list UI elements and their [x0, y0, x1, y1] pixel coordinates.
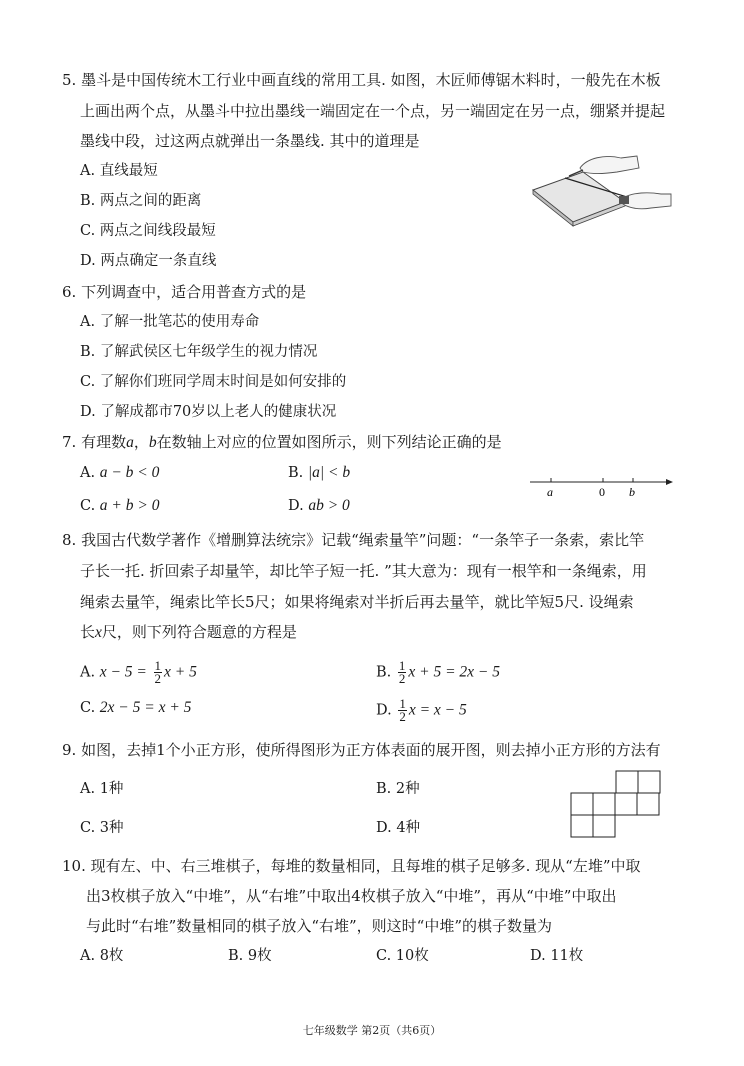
q10-option-b: B. 9枚 — [228, 948, 272, 964]
numerator: 1 — [154, 658, 161, 673]
q5-line-1: 5. 墨斗是中国传统木工行业中画直线的常用工具. 如图，木匠师傅锯木料时，一般先在木板 — [62, 71, 661, 89]
q8-line-4-post: 尺，则下列符合题意的方程是 — [101, 623, 297, 641]
q7-option-d — [288, 496, 350, 516]
q6-option-c: C. 了解你们班同学周末时间是如何安排的 — [80, 374, 347, 390]
denominator: 2 — [398, 671, 406, 686]
q7-option-d-expr: ab > 0 — [308, 497, 350, 514]
q6-line-1: 6. 下列调查中，适合用普查方式的是 — [62, 283, 307, 301]
q7-option-c-prefix: C. — [80, 498, 100, 514]
q9-option-d: D. 4种 — [376, 820, 421, 836]
q9-option-a: A. 1种 — [80, 781, 124, 797]
q7-line-1-pre: 7. 有理数 — [62, 433, 127, 451]
q7-option-a-expr: a − b < 0 — [99, 464, 160, 481]
q10-option-a: A. 8枚 — [80, 948, 124, 964]
q8-option-a-prefix: A. — [80, 664, 100, 681]
q8-option-b-right: x + 5 = 2x − 5 — [408, 663, 501, 681]
q8-option-d-right: x = x − 5 — [408, 701, 467, 719]
q8-option-c — [80, 698, 191, 718]
denominator: 2 — [154, 671, 161, 686]
q6-option-b: B. 了解武侯区七年级学生的视力情况 — [80, 344, 318, 360]
q9-option-b: B. 2种 — [376, 781, 420, 797]
q5-option-c: C. 两点之间线段最短 — [80, 223, 216, 239]
q10-line-2: 出3枚棋子放入“中堆”，从“右堆”中取出4枚棋子放入“中堆”，再从“中堆”中取出 — [86, 887, 617, 905]
q8-line-4 — [80, 622, 297, 643]
grid-square — [593, 793, 615, 815]
q8-line-4-pre: 长 — [80, 623, 96, 641]
q8-option-c-expr: 2x − 5 = x + 5 — [99, 699, 192, 716]
q5-line-3: 墨线中段，过这两点就弹出一条墨线. 其中的道理是 — [80, 132, 420, 150]
denominator: 2 — [399, 709, 406, 724]
q7-line-1-post: 在数轴上对应的位置如图所示，则下列结论正确的是 — [156, 433, 502, 451]
q10-option-d: D. 11枚 — [530, 948, 584, 964]
q5-line-2: 上画出两个点，从墨斗中拉出墨线一端固定在一个点，另一端固定在另一点，绷紧并提起 — [80, 102, 666, 120]
q8-option-c-prefix: C. — [80, 700, 100, 716]
grid-square — [593, 815, 615, 837]
grid-square — [616, 771, 638, 793]
grid-square — [637, 793, 659, 815]
q8-option-a-right: x + 5 — [164, 663, 197, 681]
grid-square — [638, 771, 660, 793]
q7-option-b-expr: |a| < b — [307, 464, 351, 481]
q7-var-b: b — [148, 434, 157, 451]
number-line-figure — [526, 470, 676, 506]
q7-option-c — [80, 496, 159, 516]
q8-option-a-left: x − 5 = — [99, 663, 147, 681]
number-line-arrow-icon — [666, 479, 673, 485]
q8-option-a-fraction — [154, 660, 163, 685]
q8-option-b-fraction — [398, 660, 407, 685]
ink-marker-illustration — [525, 150, 675, 230]
label-zero: 0 — [599, 485, 605, 499]
q8-option-d-fraction — [398, 698, 407, 723]
q9-option-c: C. 3种 — [80, 820, 124, 836]
q8-option-d — [376, 698, 467, 723]
q7-var-a: a — [126, 434, 134, 451]
label-a: a — [547, 485, 553, 499]
label-b: b — [629, 485, 635, 499]
grid-square — [571, 793, 593, 815]
q8-line-1: 8. 我国古代数学著作《增删算法统宗》记载“绳索量竿”问题：“一条竿子一条索，索比竿 — [62, 531, 645, 549]
q7-option-a-prefix: A. — [80, 465, 100, 481]
q7-option-c-expr: a + b > 0 — [99, 497, 160, 514]
q5-option-d: D. 两点确定一条直线 — [80, 253, 217, 269]
q8-line-2: 子长一托. 折回索子却量竿，却比竿子短一托. ”其大意为：现有一根竿和一条绳索，用 — [80, 562, 647, 580]
q7-option-b — [288, 463, 350, 483]
q8-option-b-prefix: B. — [376, 664, 396, 681]
q7-separator: ， — [133, 433, 149, 451]
q7-option-d-prefix: D. — [288, 498, 309, 514]
q10-option-c: C. 10枚 — [376, 948, 429, 964]
q6-option-a: A. 了解一批笔芯的使用寿命 — [80, 314, 260, 330]
q8-var-x: x — [95, 624, 102, 641]
grid-square — [571, 815, 593, 837]
numerator: 1 — [399, 696, 406, 711]
q5-option-a: A. 直线最短 — [80, 163, 158, 179]
cube-net-figure — [570, 770, 666, 842]
q7-option-a — [80, 463, 159, 483]
grid-square — [615, 793, 637, 815]
q7-option-b-prefix: B. — [288, 465, 308, 481]
q8-option-b — [376, 660, 500, 685]
q7-line-1 — [62, 432, 502, 453]
q8-line-3: 绳索去量竿，绳索比竿长5尺；如果将绳索对半折后再去量竿，就比竿短5尺. 设绳索 — [80, 593, 634, 611]
q10-line-1: 10. 现有左、中、右三堆棋子，每堆的数量相同，且每堆的棋子足够多. 现从“左堆”中取 — [62, 857, 641, 875]
q8-option-a — [80, 660, 197, 685]
numerator: 1 — [398, 658, 406, 673]
q9-line-1: 9. 如图，去掉1个小正方形，使所得图形为正方体表面的展开图，则去掉小正方形的方法有 — [62, 741, 661, 759]
q8-option-d-prefix: D. — [376, 702, 397, 719]
q10-line-3: 与此时“右堆”数量相同的棋子放入“右堆”，则这时“中堆”的棋子数量为 — [86, 917, 553, 935]
q6-option-d: D. 了解成都市70岁以上老人的健康状况 — [80, 404, 337, 420]
q5-option-b: B. 两点之间的距离 — [80, 193, 202, 209]
page-footer: 七年级数学 第2页（共6页） — [302, 1024, 442, 1037]
